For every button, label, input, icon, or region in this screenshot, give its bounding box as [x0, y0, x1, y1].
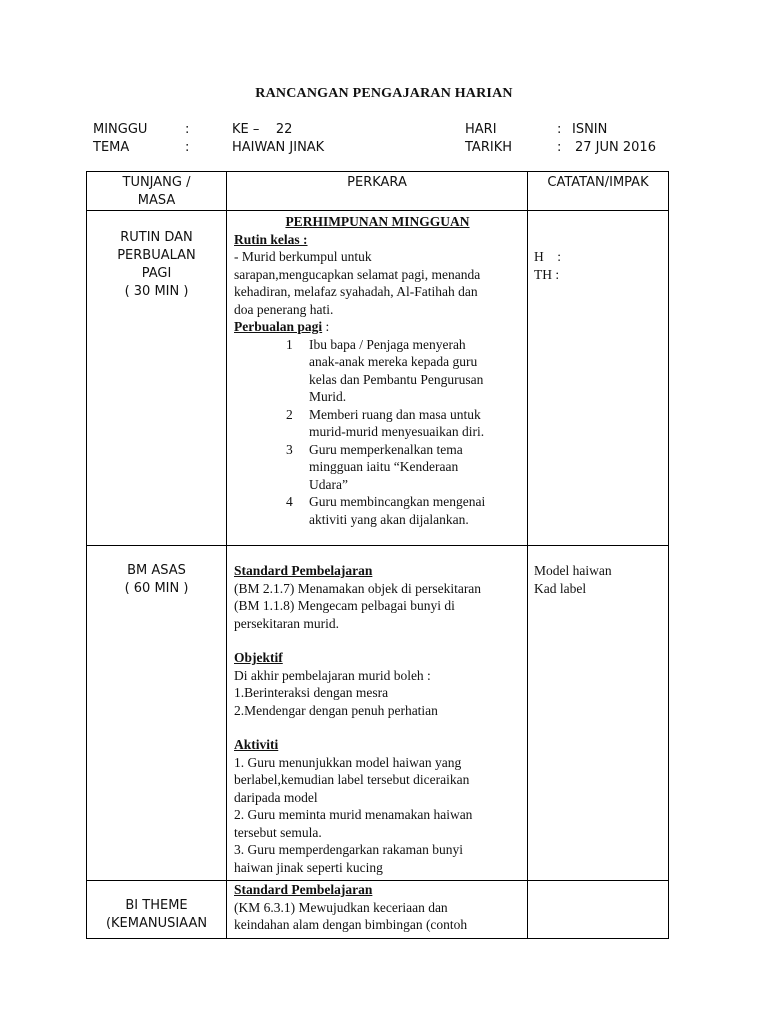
standard-line: (BM 2.1.7) Menamakan objek di persekitaran — [234, 580, 482, 596]
perbualan-heading-line — [234, 318, 521, 336]
list-item-number: 4 — [286, 494, 293, 509]
rutin-kelas-heading: Rutin kelas : — [234, 231, 308, 247]
rutin-text-line: - Murid berkumpul untuk — [234, 249, 372, 264]
list-item-number: 1 — [286, 336, 293, 352]
minggu-label: MINGGU — [93, 122, 148, 137]
header-catatan-label: CATATAN/IMPAK — [547, 175, 649, 190]
aktiviti-line: daripada model — [234, 789, 318, 805]
row1-tunjang — [87, 211, 227, 546]
aktiviti-line: 2. Guru meminta murid menamakan haiwan — [234, 807, 473, 822]
standard-pembelajaran-heading: Standard Pembelajaran — [234, 882, 373, 897]
list-item-number: 3 — [286, 441, 293, 457]
list-item — [234, 441, 521, 494]
aktiviti-line: haiwan jinak seperti kucing — [234, 859, 383, 875]
list-item — [234, 336, 521, 406]
row3-tunjang-line: (KEMANUSIAAN — [105, 916, 208, 931]
list-item — [234, 406, 521, 441]
rutin-text-line: kehadiran, melafaz syahadah, Al-Fatihah dan — [234, 284, 478, 299]
lesson-plan-table — [86, 171, 669, 939]
row3-tunjang — [87, 881, 227, 939]
list-item-line: kelas dan Pembantu Pengurusan — [309, 371, 484, 387]
minggu-colon: : — [185, 122, 190, 137]
tarikh-value: 27 JUN 2016 — [575, 140, 656, 155]
row2-perkara — [227, 546, 528, 881]
list-item — [234, 493, 521, 528]
aktiviti-line: 3. Guru memperdengarkan rakaman bunyi — [234, 842, 464, 857]
tarikh-label: TARIKH — [465, 140, 512, 155]
aktiviti-line: 1. Guru menunjukkan model haiwan yang — [234, 754, 462, 770]
row2-tunjang-line: BM ASAS — [127, 563, 186, 578]
row1-tunjang-line: PAGI — [141, 266, 172, 281]
standard-line: (BM 1.1.8) Mengecam pelbagai bunyi di — [234, 598, 455, 613]
list-item-line: Udara” — [309, 476, 348, 492]
row2-catatan — [528, 546, 669, 881]
rutin-text-line: sarapan,mengucapkan selamat pagi, menanda — [234, 266, 481, 282]
header-perkara-label: PERKARA — [347, 175, 407, 190]
objektif-line: Di akhir pembelajaran murid boleh : — [234, 667, 431, 683]
list-item-line: aktiviti yang akan dijalankan. — [309, 511, 469, 527]
standard-line: keindahan alam dengan bimbingan (contoh — [234, 917, 468, 932]
row3-catatan — [528, 881, 669, 939]
row1-tunjang-line: ( 30 MIN ) — [124, 284, 189, 299]
row3-perkara — [227, 881, 528, 939]
header-tunjang-line1: TUNJANG / — [122, 175, 191, 190]
tema-label: TEMA — [93, 140, 130, 155]
table-header-row — [87, 172, 669, 211]
list-item-line: Memberi ruang dan masa untuk — [309, 406, 481, 422]
table-row — [87, 211, 669, 546]
hari-label: HARI — [465, 122, 497, 137]
rutin-text-line: doa penerang hati. — [234, 301, 334, 317]
list-item-line: Murid. — [309, 389, 347, 404]
standard-pembelajaran-heading: Standard Pembelajaran — [234, 563, 373, 578]
spacer — [234, 632, 521, 649]
row1-tunjang-line: PERBUALAN — [117, 248, 196, 263]
document-title: RANCANGAN PENGAJARAN HARIAN — [255, 86, 513, 101]
perhimpunan-heading: PERHIMPUNAN MINGGUAN — [285, 214, 470, 229]
tema-value: HAIWAN JINAK — [232, 140, 325, 155]
catatan-line: Kad label — [534, 580, 587, 596]
row1-catatan — [528, 211, 669, 546]
list-item-line: Guru membincangkan mengenai — [309, 494, 486, 509]
perbualan-list — [234, 336, 521, 529]
list-item-line: Ibu bapa / Penjaga menyerah — [309, 336, 466, 352]
header-tunjang-line2: MASA — [137, 193, 176, 208]
header-tunjang — [87, 172, 227, 211]
row3-tunjang-line: BI THEME — [125, 898, 188, 913]
list-item-line: anak-anak mereka kepada guru — [309, 354, 478, 369]
list-item-line: mingguan iaitu “Kenderaan — [309, 459, 459, 474]
hari-value: ISNIN — [572, 122, 608, 137]
list-item-line: Guru memperkenalkan tema — [309, 441, 463, 457]
standard-line: persekitaran murid. — [234, 615, 339, 631]
perbualan-pagi-heading: Perbualan pagi — [234, 319, 323, 334]
objektif-line: 2.Mendengar dengan penuh perhatian — [234, 702, 438, 718]
hari-colon: : — [557, 122, 562, 137]
tarikh-colon: : — [557, 140, 562, 155]
aktiviti-line: berlabel,kemudian label tersebut diceraikan — [234, 772, 470, 787]
header-perkara — [227, 172, 528, 211]
objektif-line: 1.Berinteraksi dengan mesra — [234, 685, 389, 700]
list-item-line: murid-murid menyesuaikan diri. — [309, 424, 485, 439]
row1-tunjang-line: RUTIN DAN — [120, 230, 193, 245]
perbualan-colon: : — [322, 319, 330, 334]
catatan-tidak-hadir: TH : — [534, 266, 560, 282]
objektif-heading: Objektif — [234, 650, 283, 665]
row1-perkara — [227, 211, 528, 546]
spacer — [234, 719, 521, 736]
aktiviti-heading: Aktiviti — [234, 737, 279, 752]
row2-tunjang-line: ( 60 MIN ) — [124, 581, 189, 596]
table-row — [87, 546, 669, 881]
aktiviti-line: tersebut semula. — [234, 824, 322, 840]
row2-tunjang — [87, 546, 227, 881]
tema-colon: : — [185, 140, 190, 155]
list-item-number: 2 — [286, 406, 293, 422]
catatan-line: Model haiwan — [534, 563, 612, 578]
table-row — [87, 881, 669, 939]
catatan-hadir: H : — [534, 249, 561, 264]
standard-line: (KM 6.3.1) Mewujudkan keceriaan dan — [234, 899, 448, 915]
header-catatan — [528, 172, 669, 211]
minggu-value: KE – 22 — [232, 122, 293, 137]
